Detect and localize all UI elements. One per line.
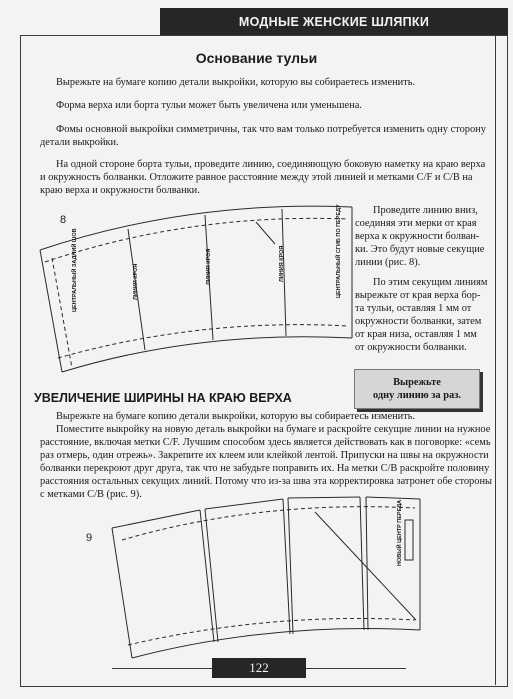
body-line: болванки перекроют друг друга, так что не забудьте поправить их. На метки C/B раскройте половину bbox=[40, 463, 490, 474]
side1-line: Проведите линию вниз, bbox=[373, 205, 478, 216]
paragraph-3-line1: Фомы основной выкройки симметричны, так что вам только потребуется изменить одну сторону bbox=[56, 124, 486, 135]
fig8-label: ЛИНИЯ КРОЯ bbox=[206, 248, 212, 285]
body-line: расстояние, включая метки C/F. Лучшим способом здесь является действовать как в поговорке: «семь bbox=[40, 437, 491, 448]
page-number: 122 bbox=[212, 658, 306, 678]
figure-9-number: 9 bbox=[86, 532, 93, 544]
fig8-label: ЛИНИЯ КРОЯ bbox=[133, 263, 139, 300]
callout-line: Вырежьте bbox=[393, 377, 441, 388]
side1-line: ки. Это будут новые секущие bbox=[355, 244, 485, 255]
paragraph-4-line2: и окружность болванки. Отложите равное расстояние между этой линией и метками C/F и C/B на bbox=[40, 172, 473, 183]
section-title: Основание тульи bbox=[195, 50, 318, 66]
right-rule bbox=[495, 35, 496, 685]
fig8-label: ЛИНИЯ КРОЯ bbox=[279, 245, 285, 282]
paragraph-2: Форма верха или борта тульи может быть увеличена или уменьшена. bbox=[56, 100, 362, 111]
body-line: Вырежьте на бумаге копию детали выкройки, которую вы собираетесь изменить. bbox=[56, 411, 416, 422]
fig8-label: ЦЕНТРАЛЬНЫЙ ЗАДНИЙ ШОВ bbox=[72, 228, 78, 312]
side2-line: окружности болванки, затем bbox=[355, 316, 482, 327]
side2-line: та тульи, оставляя 1 мм от bbox=[355, 303, 472, 314]
paragraph-1: Вырежьте на бумаге копию детали выкройки, которую вы собираетесь изменить. bbox=[56, 77, 416, 88]
paragraph-4-line1: На одной стороне борта тульи, проведите линию, соединяющую боковую наметку на краю верха bbox=[56, 159, 486, 170]
paragraph-4-line3: краю верха и окружности болванки. bbox=[40, 185, 200, 196]
body-line: расстояния остальных секущих линий. Потому что из-за шва эта корректировка затронет обе стороны bbox=[40, 476, 492, 487]
callout-line: одну линию за раз. bbox=[373, 390, 461, 401]
side1-line: соединяя эти мерки от края bbox=[355, 218, 477, 229]
callout-box bbox=[354, 369, 480, 409]
side2-line: По этим секущим линиям bbox=[373, 277, 488, 288]
side2-line: вырежьте от края верха бор- bbox=[355, 290, 481, 301]
figure-8-number: 8 bbox=[60, 214, 67, 226]
fig9-label: НОВЫЙ ЦЕНТР ПЕРЕДА bbox=[397, 499, 403, 566]
side2-line: от края низа, оставляя 1 мм bbox=[355, 329, 477, 340]
section-2-title: УВЕЛИЧЕНИЕ ШИРИНЫ НА КРАЮ ВЕРХА bbox=[34, 391, 292, 405]
fig8-label: ЦЕНТРАЛЬНЫЙ СГИБ ПО ПЕРЕДУ bbox=[336, 204, 342, 298]
body-line: с метками C/B (рис. 9). bbox=[40, 489, 142, 500]
side1-line: линии (рис. 8). bbox=[355, 257, 421, 268]
body-line: раз отмерь, один отрежь». Закрепите их клеем или клейкой лентой. Припуски на швы на окружности bbox=[40, 450, 489, 461]
side1-line: верха к окружности болван- bbox=[355, 231, 480, 242]
body-line: Поместите выкройку на новую деталь выкройки на бумаге и раскройте секущие линии на нужное bbox=[56, 424, 491, 435]
running-header: МОДНЫЕ ЖЕНСКИЕ ШЛЯПКИ bbox=[160, 8, 508, 35]
side2-line: от окружности болванки. bbox=[355, 342, 467, 353]
paragraph-3-line2: детали выкройки. bbox=[40, 137, 119, 148]
